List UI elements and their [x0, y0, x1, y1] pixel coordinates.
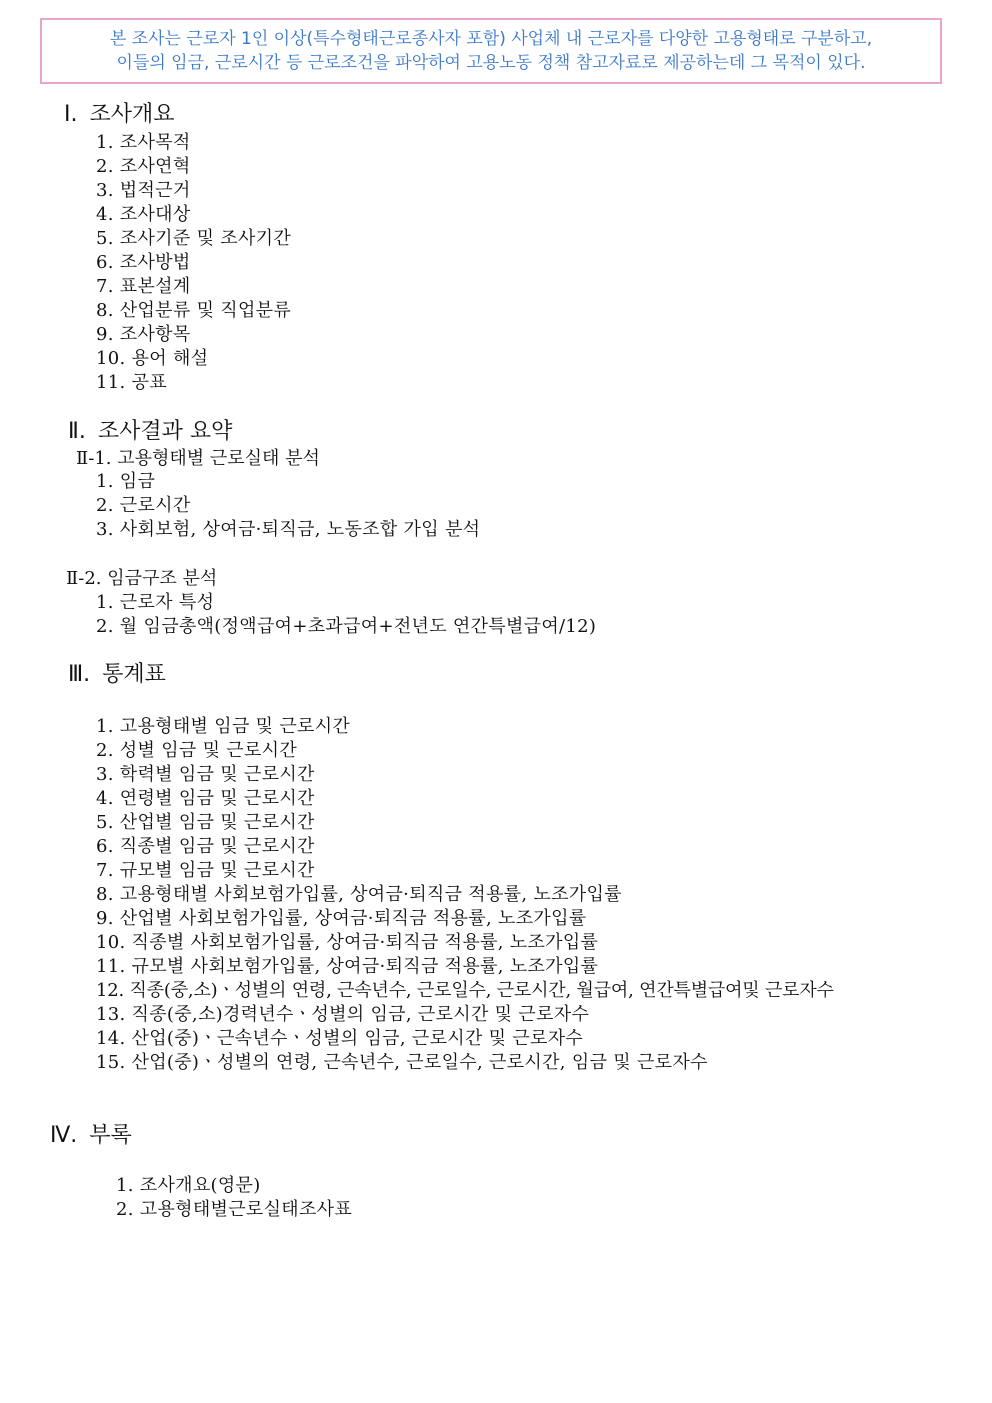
list-item: 14. 산업(중)ㆍ근속년수ㆍ성별의 임금, 근로시간 및 근로자수: [96, 1028, 584, 1049]
list-item: 1. 근로자 특성: [96, 592, 215, 613]
list-item: 1. 조사목적: [96, 132, 191, 153]
list-item: 15. 산업(중)ㆍ성별의 연령, 근속년수, 근로일수, 근로시간, 임금 및 근로자수: [96, 1052, 708, 1073]
list-item: 2. 성별 임금 및 근로시간: [96, 740, 298, 761]
section-1-heading: [64, 101, 175, 129]
list-item: 11. 공표: [96, 372, 167, 393]
list-item: 13. 직종(중,소)경력년수ㆍ성별의 임금, 근로시간 및 근로자수: [96, 1004, 590, 1025]
list-item: 8. 산업분류 및 직업분류: [96, 300, 292, 321]
intro-box: [40, 18, 942, 84]
list-item: 9. 산업별 사회보험가입률, 상여금·퇴직금 적용률, 노조가입률: [96, 908, 587, 929]
section-2-heading: [68, 418, 232, 446]
section-4-list: [116, 1174, 352, 1222]
list-item: 11. 규모별 사회보험가입률, 상여금·퇴직금 적용률, 노조가입률: [96, 956, 599, 977]
list-item: 1. 고용형태별 임금 및 근로시간: [96, 716, 351, 737]
list-item: 9. 조사항목: [96, 324, 191, 345]
list-item: 2. 고용형태별근로실태조사표: [116, 1199, 353, 1220]
list-item: 7. 표본설계: [96, 276, 191, 297]
section-4-heading: [50, 1122, 132, 1150]
section-2-title: 조사결과 요약: [97, 419, 233, 444]
section-1-list: [96, 131, 291, 395]
section-2-2-heading: Ⅱ-2. 임금구조 분석: [66, 568, 218, 589]
list-item: 2. 월 임금총액(정액급여+초과급여+전년도 연간특별급여/12): [96, 616, 597, 637]
list-item: 7. 규모별 임금 및 근로시간: [96, 860, 315, 881]
list-item: 4. 연령별 임금 및 근로시간: [96, 788, 315, 809]
section-2-1-list: [96, 470, 480, 542]
list-item: 1. 임금: [96, 471, 156, 492]
list-item: 2. 근로시간: [96, 495, 191, 516]
intro-line-2: 이들의 임금, 근로시간 등 근로조건을 파악하여 고용노동 정책 참고자료로 제공하는데 그 목적이 있다.: [116, 53, 866, 73]
section-2-1-heading: Ⅱ-1. 고용형태별 근로실태 분석: [76, 448, 320, 469]
section-1-number: Ⅰ.: [64, 102, 78, 127]
section-3-number: Ⅲ.: [68, 662, 91, 687]
list-item: 6. 직종별 임금 및 근로시간: [96, 836, 315, 857]
section-3-title: 통계표: [102, 662, 166, 687]
list-item: 3. 사회보험, 상여금·퇴직금, 노동조합 가입 분석: [96, 519, 481, 540]
list-item: 3. 법적근거: [96, 180, 191, 201]
list-item: 8. 고용형태별 사회보험가입률, 상여금·퇴직금 적용률, 노조가입률: [96, 884, 622, 905]
list-item: 6. 조사방법: [96, 252, 191, 273]
section-4-number: Ⅳ.: [50, 1123, 78, 1148]
list-item: 2. 조사연혁: [96, 156, 191, 177]
section-4-title: 부록: [89, 1123, 132, 1148]
section-3-list: [96, 715, 834, 1075]
section-1-title: 조사개요: [89, 102, 175, 127]
list-item: 12. 직종(중,소)ㆍ성별의 연령, 근속년수, 근로일수, 근로시간, 월급여, 연간특별급여및 근로자수: [96, 980, 834, 1001]
list-item: 3. 학력별 임금 및 근로시간: [96, 764, 315, 785]
section-2-2-list: [96, 591, 596, 639]
list-item: 10. 직종별 사회보험가입률, 상여금·퇴직금 적용률, 노조가입률: [96, 932, 599, 953]
section-2-number: Ⅱ.: [68, 419, 86, 444]
list-item: 1. 조사개요(영문): [116, 1175, 261, 1196]
section-3-heading: [68, 661, 166, 689]
list-item: 5. 조사기준 및 조사기간: [96, 228, 292, 249]
list-item: 5. 산업별 임금 및 근로시간: [96, 812, 315, 833]
intro-line-1: 본 조사는 근로자 1인 이상(특수형태근로종사자 포함) 사업체 내 근로자를 다양한 고용형태로 구분하고,: [109, 29, 873, 49]
list-item: 4. 조사대상: [96, 204, 191, 225]
list-item: 10. 용어 해설: [96, 348, 209, 369]
